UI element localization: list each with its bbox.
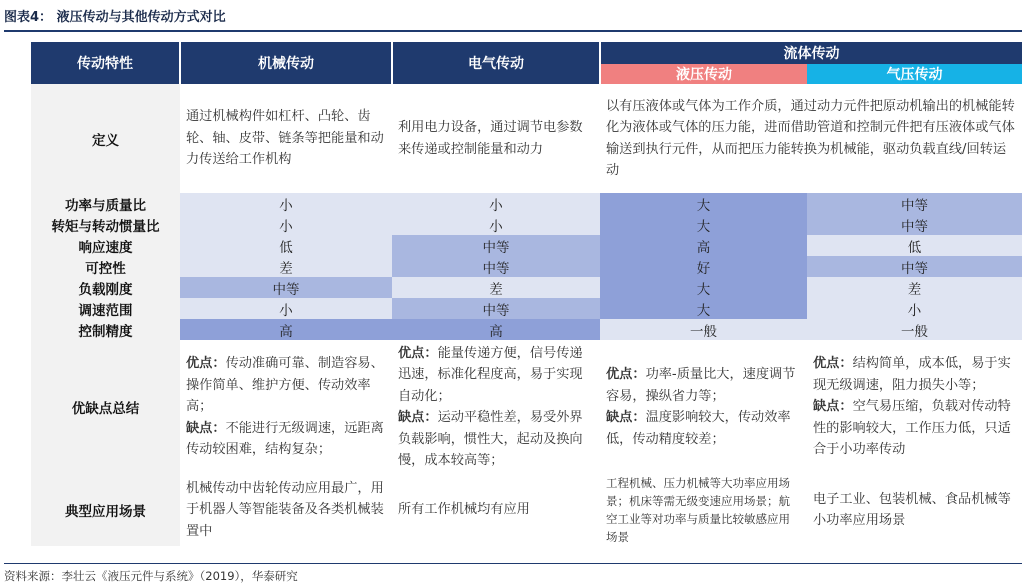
application-pneumatic: 电子工业、包装机械、食品机械等小功率应用场景: [807, 474, 1022, 546]
cell-pneu-torque-inertia: 中等: [807, 214, 1022, 235]
cell-pneu-controllability: 中等: [807, 256, 1022, 277]
application-mechanical: 机械传动中齿轮传动应用最广，用于机器人等智能装备及各类机械装置中: [180, 474, 392, 546]
cell-elec-control-precision: 高: [392, 319, 600, 340]
cell-pneu-load-stiffness: 差: [807, 277, 1022, 298]
cell-pneu-response-speed: 低: [807, 235, 1022, 256]
cell-hyd-control-precision: 一般: [600, 319, 807, 340]
pro-tag: 优点：: [813, 356, 853, 372]
cell-elec-speed-range: 中等: [392, 298, 600, 319]
cell-mech-speed-range: 小: [180, 298, 392, 319]
proscons-mechanical: [180, 340, 392, 474]
proscons-pneumatic: [807, 340, 1022, 474]
header-pneumatic: 气压传动: [807, 64, 1022, 84]
con-tag: 缺点：: [398, 410, 438, 425]
con-tag: 缺点：: [813, 399, 853, 415]
cell-elec-response-speed: 中等: [392, 235, 600, 256]
source-note: 资料来源：李壮云《液压元件与系统》（2019），华泰研究: [4, 569, 298, 583]
row-label-pros-cons: 优缺点总结: [31, 340, 180, 474]
figure-title: 图表4： 液压传动与其他传动方式对比: [4, 10, 226, 25]
definition-electrical: 利用电力设备，通过调节电参数来传递或控制能量和动力: [392, 84, 600, 193]
con-text: 运动平稳性差，易受外界负载影响，惯性大，起动及换向慢，成本较高等；: [398, 410, 583, 468]
cell-hyd-speed-range: 大: [600, 298, 807, 319]
row-label-definition: 定义: [31, 84, 180, 193]
row-label-controllability: 可控性: [31, 256, 180, 277]
cell-hyd-response-speed: 高: [600, 235, 807, 256]
row-label-power-mass: 功率与质量比: [31, 193, 180, 214]
cell-mech-control-precision: 高: [180, 319, 392, 340]
proscons-hydraulic: [600, 340, 807, 474]
row-label-response-speed: 响应速度: [31, 235, 180, 256]
application-electrical: 所有工作机械均有应用: [392, 474, 600, 546]
pro-text: 结构简单，成本低，易于实现无级调速，阻力损失小等；: [813, 356, 1011, 393]
pro-text: 功率-质量比大，速度调节容易，操纵省力等；: [606, 367, 796, 404]
proscons-electrical: [392, 340, 600, 474]
cell-mech-response-speed: 低: [180, 235, 392, 256]
comparison-table: [31, 42, 1022, 546]
definition-fluid: 以有压液体或气体为工作介质，通过动力元件把原动机输出的机械能转化为液体或气体的压力能，进而借助管道和控制元件把有压液体或气体输送到执行元件，从而把压力能转换为机械能，驱动负载直线/回转运动: [600, 84, 1022, 193]
con-text: 空气易压缩，负载对传动特性的影响较大，工作压力低，只适合于小功率传动: [813, 399, 1011, 458]
cell-mech-power-mass: 小: [180, 193, 392, 214]
cell-hyd-load-stiffness: 大: [600, 277, 807, 298]
cell-pneu-speed-range: 小: [807, 298, 1022, 319]
cell-elec-power-mass: 小: [392, 193, 600, 214]
row-label-applications: 典型应用场景: [31, 474, 180, 546]
pro-text: 传动准确可靠、制造容易、操作简单、维护方便、传动效率高；: [186, 356, 384, 415]
pro-text: 能量传递方便，信号传递迅速，标准化程度高，易于实现自动化；: [398, 345, 583, 404]
cell-hyd-controllability: 好: [600, 256, 807, 277]
row-label-speed-range: 调速范围: [31, 298, 180, 319]
bottom-rule: [4, 563, 1022, 564]
header-mechanical: 机械传动: [180, 42, 392, 84]
header-feature: 传动特性: [31, 42, 180, 84]
cell-elec-load-stiffness: 差: [392, 277, 600, 298]
row-label-load-stiffness: 负载刚度: [31, 277, 180, 298]
cell-pneu-control-precision: 一般: [807, 319, 1022, 340]
row-label-control-precision: 控制精度: [31, 319, 180, 340]
pro-tag: 优点：: [186, 356, 226, 372]
top-rule: [4, 30, 1022, 32]
con-text: 不能进行无级调速，远距离传动较困难，结构复杂；: [186, 420, 384, 458]
cell-mech-load-stiffness: 中等: [180, 277, 392, 298]
cell-hyd-power-mass: 大: [600, 193, 807, 214]
cell-elec-torque-inertia: 小: [392, 214, 600, 235]
cell-mech-torque-inertia: 小: [180, 214, 392, 235]
cell-elec-controllability: 中等: [392, 256, 600, 277]
header-electrical: 电气传动: [392, 42, 600, 84]
cell-hyd-torque-inertia: 大: [600, 214, 807, 235]
con-tag: 缺点：: [186, 420, 226, 436]
con-tag: 缺点：: [606, 410, 646, 425]
row-label-torque-inertia: 转矩与转动惯量比: [31, 214, 180, 235]
definition-mechanical: 通过机械构件如杠杆、凸轮、齿轮、轴、皮带、链条等把能量和动力传送给工作机构: [180, 84, 392, 193]
con-text: 温度影响较大，传动效率低，传动精度较差；: [606, 410, 791, 447]
cell-pneu-power-mass: 中等: [807, 193, 1022, 214]
pro-tag: 优点：: [606, 367, 646, 382]
pro-tag: 优点：: [398, 345, 438, 361]
header-hydraulic: 液压传动: [600, 64, 807, 84]
application-hydraulic: 工程机械、压力机械等大功率应用场景；机床等需无级变速应用场景；航空工业等对功率与质量比较敏感应用场景: [600, 474, 807, 546]
header-fluid: 流体传动: [600, 42, 1022, 64]
cell-mech-controllability: 差: [180, 256, 392, 277]
